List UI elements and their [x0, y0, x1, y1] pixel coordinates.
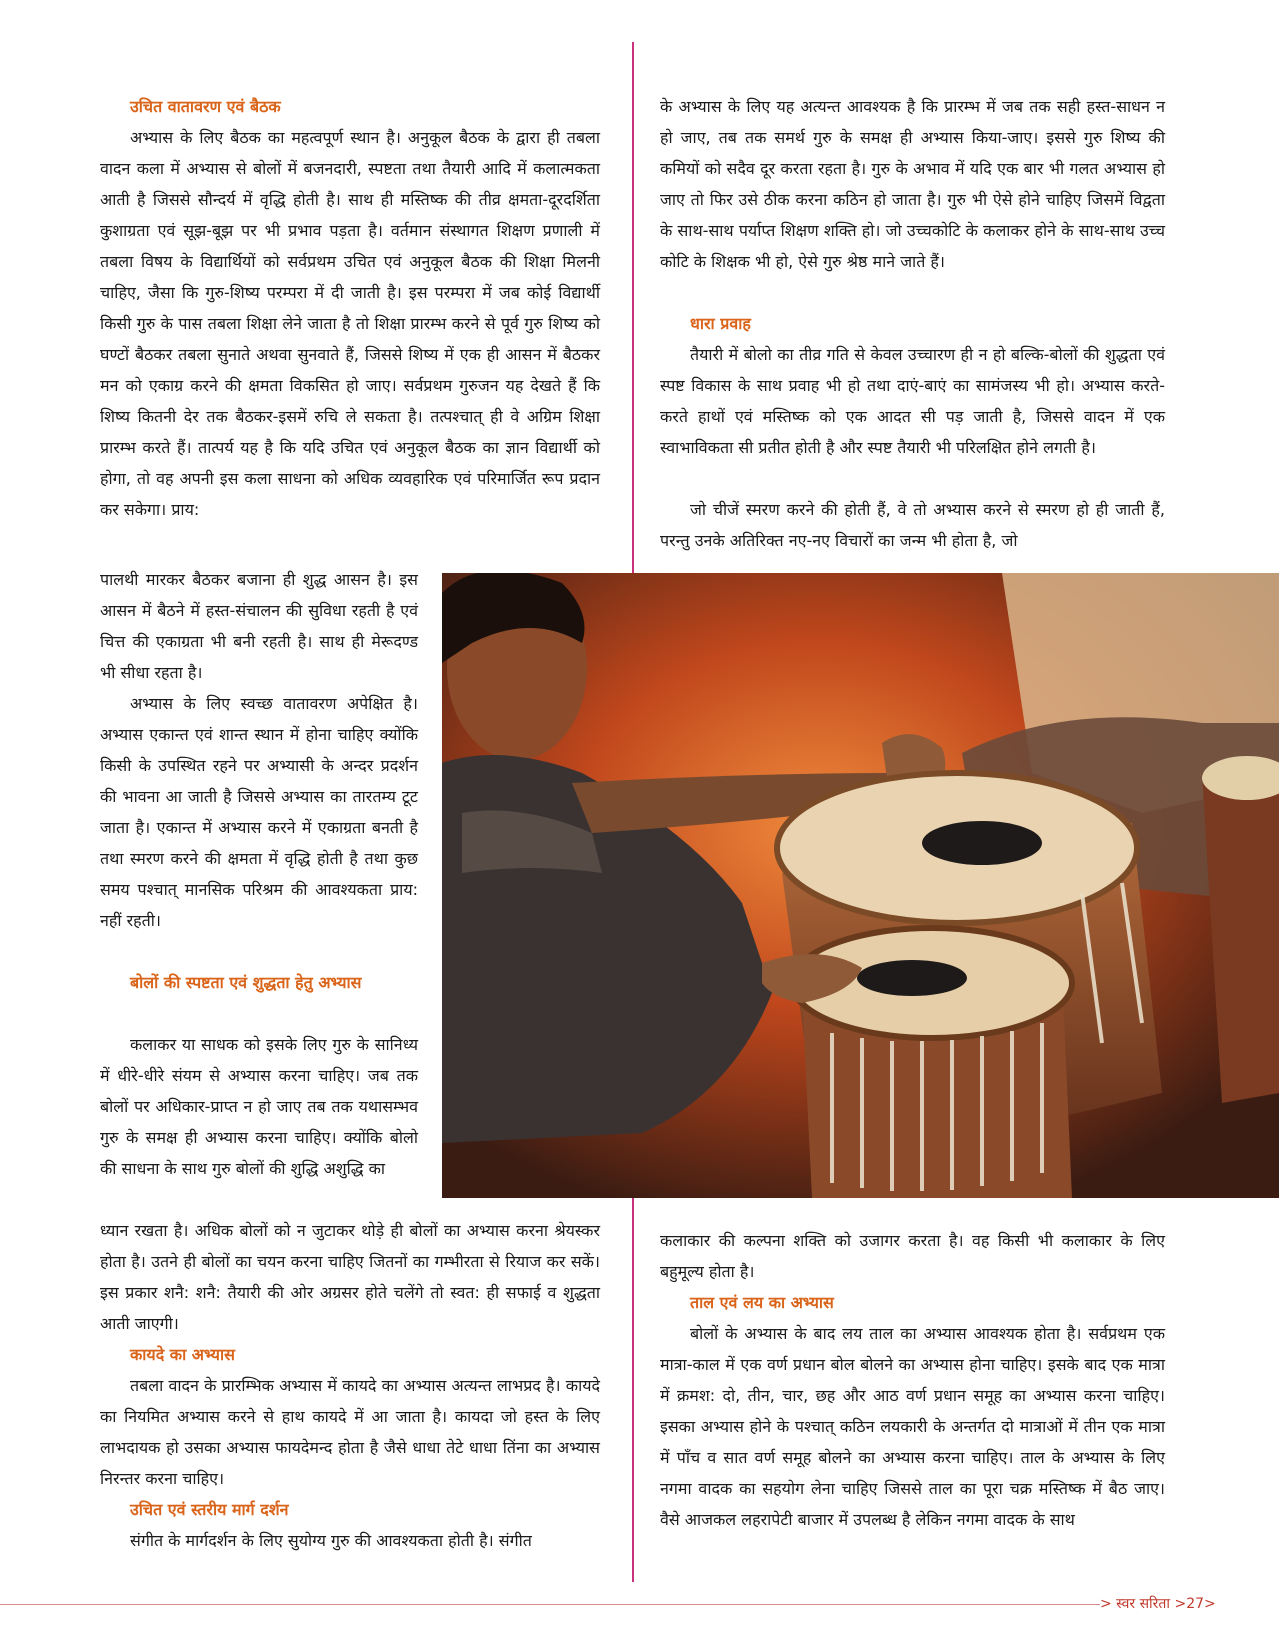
tabla-photo [442, 573, 1279, 1198]
heading-flow: धारा प्रवाह [690, 314, 751, 333]
page-footer: > स्वर सरिता >27> [1100, 1596, 1216, 1612]
paragraph-flow: तैयारी में बोलो का तीव्र गति से केवल उच्चारण ही न हो बल्कि-बोलों की शुद्धता एवं स्पष्ट विकास के साथ प्रवाह भी हो तथा दाएं-बाएं का सामंजस्य भी हो। अभ्यास करते-करते हाथों एवं मस्तिष्क को एक आदत सी पड़ जाती है, जिससे वादन में एक स्वाभाविकता सी प्रतीत होती है और स्पष्ट तैयारी भी परिलक्षित होने लगती है। [660, 345, 1165, 457]
heading-seating: उचित वातावरण एवं बैठक [130, 97, 281, 116]
paragraph-seating-cont: पालथी मारकर बैठकर बजाना ही शुद्ध आसन है। इस आसन में बैठने में हस्त-संचालन की सुविधा रहती है एवं चित्त की एकाग्रता भी बनी रहती है। साथ ही मेरूदण्ड भी सीधा रहता है। [100, 570, 418, 682]
tabla-illustration [442, 573, 1279, 1198]
footer-rule [0, 1604, 1100, 1605]
paragraph-kayda: तबला वादन के प्रारम्भिक अभ्यास में कायदे का अभ्यास अत्यन्त लाभप्रद है। कायदे का नियमित अभ्यास करने से हाथ कायदे में आ जाता है। कायदा जो हस्त के लिए लाभदायक हो उसका अभ्यास फायदेमन्द होता है जैसे धाधा तेटे धाधा तिंना का अभ्यास निरन्तर करना चाहिए। [100, 1376, 600, 1488]
heading-clarity: बोलों की स्पष्टता एवं शुद्धता हेतु अभ्यास [130, 973, 362, 992]
paragraph-imagination: कलाकार की कल्पना शक्ति को उजागर करता है। वह किसी भी कलाकार के लिए बहुमूल्य होता है। [660, 1231, 1165, 1281]
paragraph-clarity: कलाकर या साधक को इसके लिए गुरु के सानिध्य में धीरे-धीरे संयम से अभ्यास करना चाहिए। जब तक बोलों पर अधिकार-प्राप्त न हो जाए तब तक यथासम्भव गुरु के समक्ष ही अभ्यास करना चाहिए। क्योंकि बोलो की साधना के साथ गुरु बोलों की शुद्धि अशुद्धि का [100, 1035, 418, 1178]
heading-rhythm: ताल एवं लय का अभ्यास [690, 1293, 834, 1312]
heading-guidance: उचित एवं स्तरीय मार्ग दर्शन [130, 1500, 289, 1519]
paragraph-seating: अभ्यास के लिए बैठक का महत्वपूर्ण स्थान है। अनुकूल बैठक के द्वारा ही तबला वादन कला में अभ्यास से बोलों में बजनदारी, स्पष्टता तथा तैयारी आदि में कलात्मकता आती है जिससे सौन्दर्य में वृद्धि होती है। साथ ही मस्तिष्क की तीव्र क्षमता-दूरदर्शिता कुशाग्रता एवं सूझ-बूझ पर भी प्रभाव पड़ता है। वर्तमान संस्थागत शिक्षण प्रणाली में तबला विषय के विद्यार्थियों को सर्वप्रथम उचित एवं अनुकूल बैठक की शिक्षा मिलनी चाहिए, जैसा कि गुरु-शिष्य परम्परा में दी जाती है। इस परम्परा में जब कोई विद्यार्थी किसी गुरु के पास तबला शिक्षा लेने जाता है तो शिक्षा प्रारम्भ करने से पूर्व गुरु शिष्य को घण्टों बैठकर तबला सुनाते अथवा सुनवाते हैं, जिससे शिष्य में एक ही आसन में बैठकर मन को एकाग्र करने की क्षमता विकसित हो जाए। सर्वप्रथम गुरुजन यह देखते हैं कि शिष्य कितनी देर तक बैठकर-इसमें रुचि ले सकता है। तत्पश्चात् ही वे अग्रिम शिक्षा प्रारम्भ करते हैं। तात्पर्य यह है कि यदि उचित एवं अनुकूल बैठक का ज्ञान विद्यार्थी को होगा, तो वह अपनी इस कला साधना को अधिक व्यवहारिक एवं परिमार्जित रूप प्रदान कर सकेगा। प्राय: [100, 128, 600, 519]
paragraph-rhythm: बोलों के अभ्यास के बाद लय ताल का अभ्यास आवश्यक होता है। सर्वप्रथम एक मात्रा-काल में एक वर्ण प्रधान बोल बोलने का अभ्यास होना चाहिए। इसके बाद एक मात्रा में क्रमश: दो, तीन, चार, छह और आठ वर्ण प्रधान समूह का अभ्यास करना चाहिए। इसका अभ्यास होने के पश्चात् कठिन लयकारी के अन्तर्गत दो मात्राओं में तीन एक मात्रा में पाँच व सात वर्ण समूह बोलने का अभ्यास करना चाहिए। ताल के अभ्यास के लिए नगमा वादक का सहयोग लेना चाहिए जिससे ताल का पूरा चक्र मस्तिष्क में बैठ जाए। वैसे आजकल लहरापेटी बाजार में उपलब्ध है लेकिन नगमा वादक के साथ [660, 1324, 1165, 1529]
heading-kayda: कायदे का अभ्यास [130, 1345, 235, 1364]
paragraph-memory: जो चीजें स्मरण करने की होती हैं, वे तो अभ्यास करने से स्मरण हो ही जाती हैं, परन्तु उनके अतिरिक्त नए-नए विचारों का जन्म भी होता है, जो [660, 500, 1165, 550]
paragraph-clarity-cont: ध्यान रखता है। अधिक बोलों को न जुटाकर थोड़े ही बोलों का अभ्यास करना श्रेयस्कर होता है। उतने ही बोलों का चयन करना चाहिए जितनों का गम्भीरता से रियाज कर सकें। इस प्रकार शनै: शनै: तैयारी की ओर अग्रसर होते चलेंगे तो स्वत: ही सफाई व शुद्धता आती जाएगी। [100, 1221, 600, 1333]
paragraph-guidance: संगीत के मार्गदर्शन के लिए सुयोग्य गुरु की आवश्यकता होती है। संगीत [130, 1531, 532, 1550]
paragraph-guru: के अभ्यास के लिए यह अत्यन्त आवश्यक है कि प्रारम्भ में जब तक सही हस्त-साधन न हो जाए, तब तक समर्थ गुरु के समक्ष ही अभ्यास किया-जाए। इससे गुरु शिष्य की कमियों को सदैव दूर करता रहता है। गुरु के अभाव में यदि एक बार भी गलत अभ्यास हो जाए तो फिर उसे ठीक करना कठिन हो जाता है। गुरु भी ऐसे होने चाहिए जिसमें विद्वता के साथ-साथ पर्याप्त शिक्षण शक्ति हो। जो उच्चकोटि के कलाकर होने के साथ-साथ उच्च कोटि के शिक्षक भी हो, ऐसे गुरु श्रेष्ठ माने जाते हैं। [660, 97, 1165, 271]
paragraph-environment: अभ्यास के लिए स्वच्छ वातावरण अपेक्षित है। अभ्यास एकान्त एवं शान्त स्थान में होना चाहिए क्योंकि किसी के उपस्थित रहने पर अभ्यासी के अन्दर प्रदर्शन की भावना आ जाती है जिससे अभ्यास का तारतम्य टूट जाता है। एकान्त में अभ्यास करने में एकाग्रता बनती है तथा स्मरण करने की क्षमता में वृद्धि होती है तथा कुछ समय पश्चात् मानसिक परिश्रम की आवश्यकता प्राय: नहीं रहती। [100, 694, 418, 930]
